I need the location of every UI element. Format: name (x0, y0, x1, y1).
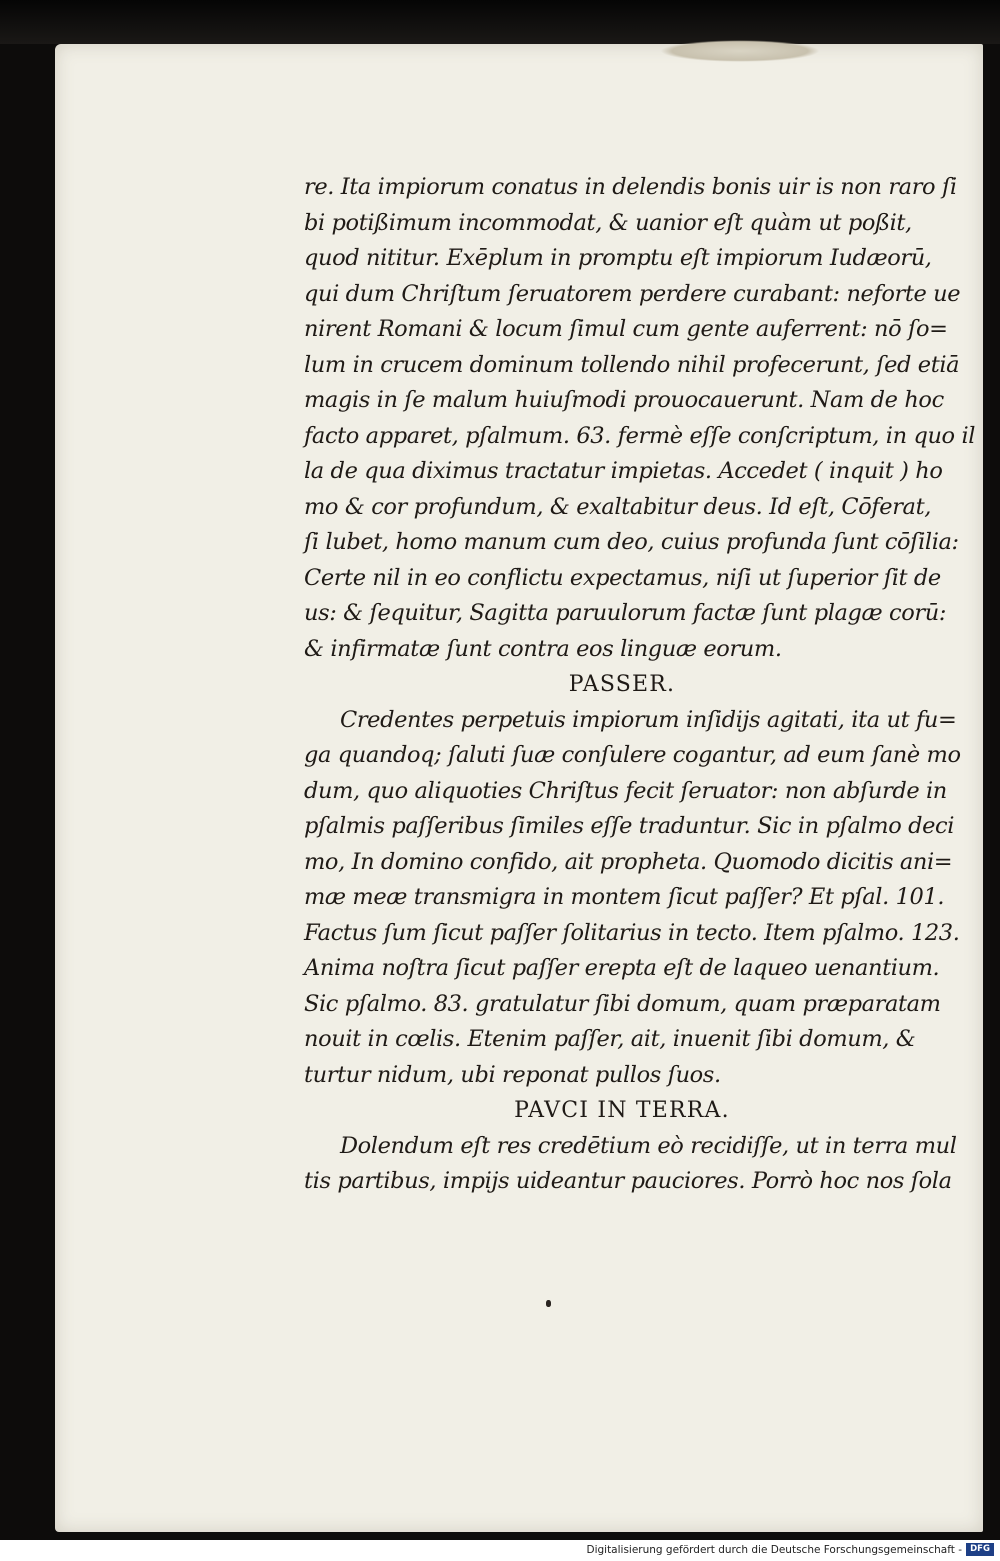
section-heading: PAVCI IN TERRA. (514, 1098, 730, 1123)
text-line: re. Ita impiorum conatus in delendis bonis uir is non raro ſi (304, 174, 957, 200)
text-line: Sic pſalmo. 83. gratulatur ſibi domum, quam præparatam (304, 990, 941, 1017)
text-line: nirent Romani & locum ſimul cum gente auferrent: nō ſo= (304, 316, 948, 342)
text-line: turtur nidum, ubi reponat pullos ſuos. (304, 1061, 721, 1088)
section-heading: PASSER. (568, 672, 676, 697)
dfg-logo-icon: DFG (966, 1543, 994, 1556)
text-line: dum, quo aliquoties Chriſtus fecit ſeruator: non abſurde in (304, 777, 947, 804)
text-line: Certe nil in eo conflictu expectamus, niſi ut ſuperior ſit de (304, 564, 941, 591)
digitization-footer (0, 1540, 1000, 1561)
text-line: Dolendum eſt res credētium eò recidiſſe, ut in terra mul (340, 1132, 957, 1159)
text-line: facto apparet, pſalmum. 63. fermè eſſe conſcriptum, in quo il (304, 422, 976, 449)
text-line: us: & ſequitur, Sagitta paruulorum factæ ſunt plagæ corū: (304, 600, 946, 626)
text-line: mo, In domino confido, ait propheta. Quomodo dicitis ani= (304, 848, 953, 875)
text-line: mo & cor profundum, & exaltabitur deus. Id eſt, Cōferat, (304, 493, 931, 520)
text-line: lum in crucem dominum tollendo nihil profecerunt, ſed etiā (304, 351, 960, 378)
text-line: tis partibus, impijs uideantur pauciores. Porrò hoc nos ſola (304, 1168, 952, 1194)
page-fold-highlight (660, 40, 820, 62)
text-line: quod nititur. Exēplum in promptu eſt impiorum Iudæorū, (304, 245, 932, 271)
text-line: Anima noſtra ſicut paſſer erepta eſt de laqueo uenantium. (304, 955, 940, 981)
text-line: mæ meæ transmigra in montem ſicut paſſer? Et pſal. 101. (304, 884, 945, 910)
text-line: Factus ſum ſicut paſſer ſolitarius in tecto. Item pſalmo. 123. (304, 919, 960, 946)
text-line: nouit in cœlis. Etenim paſſer, ait, inuenit ſibi domum, & (304, 1026, 916, 1052)
text-line: magis in ſe malum huiuſmodi prouocauerunt. Nam de hoc (304, 387, 944, 413)
book-edge-shadow (0, 0, 1000, 44)
ink-spot (546, 1300, 551, 1307)
text-line: ga quandoq; ſaluti ſuæ conſulere cogantur, ad eum ſanè mo (304, 742, 961, 768)
text-line: bi potißimum incommodat, & uanior eſt quàm ut poßit, (304, 209, 912, 236)
text-line: la de qua diximus tractatur impietas. Accedet ( inquit ) ho (304, 458, 943, 484)
text-line: ſi lubet, homo manum cum deo, cuius profunda ſunt cōſilia: (304, 529, 959, 555)
text-line: & infirmatæ ſunt contra eos linguæ eorum. (304, 635, 782, 662)
page-text (304, 170, 976, 1200)
text-line: Credentes perpetuis impiorum inſidijs agitati, ita ut fu= (340, 706, 957, 733)
text-line: pſalmis paſſeribus ſimiles eſſe traduntur. Sic in pſalmo deci (304, 813, 955, 839)
text-line: qui dum Chriſtum ſeruatorem perdere curabant: neforte ue (304, 280, 961, 307)
funding-notice: Digitalisierung gefördert durch die Deutsche Forschungsgemeinschaft - (586, 1544, 962, 1556)
